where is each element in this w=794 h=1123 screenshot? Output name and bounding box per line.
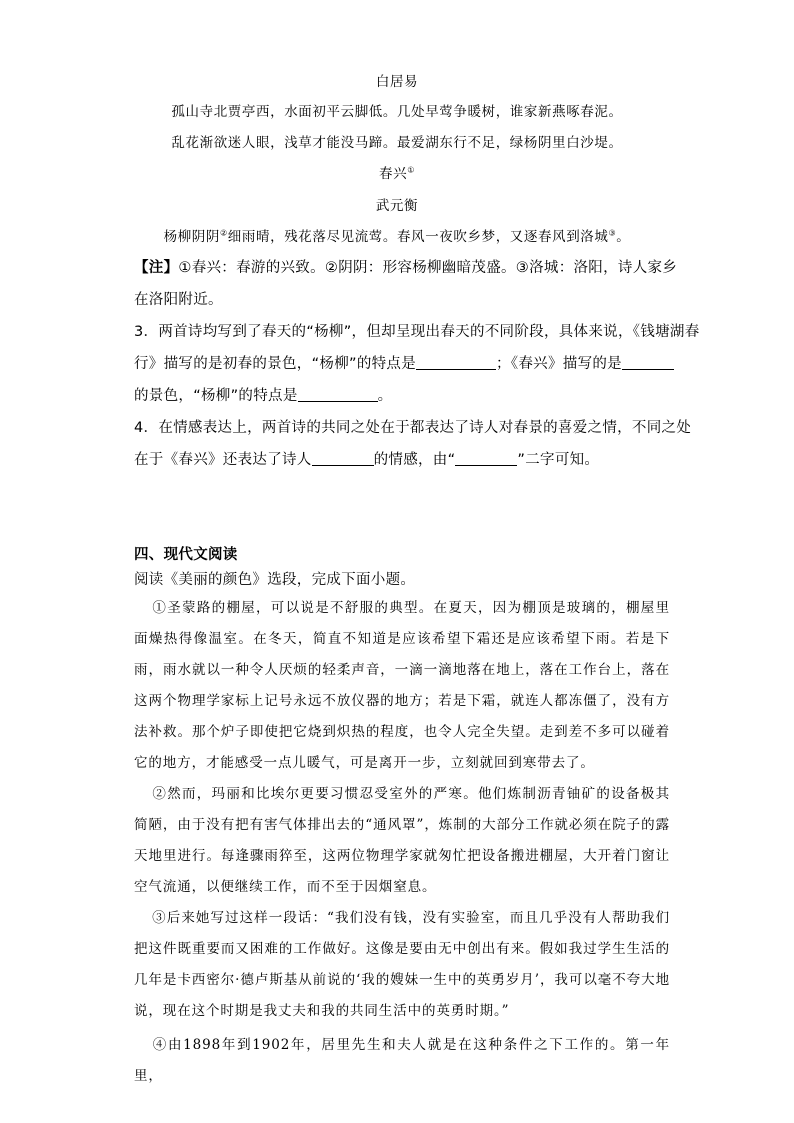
- section4-heading: 四、现代文阅读: [134, 547, 238, 563]
- q3-line3b: 。: [377, 388, 393, 404]
- paragraph-2-text: ②然而，玛丽和比埃尔更要习惯忍受室外的严寒。他们炼制沥青铀矿的设备极其简陋，由于没有把有害气体排出去的“通风罩”，炼制的大部分工作就必须在院子的露天地里进行。每逢骤雨猝至，这两位物理学家就匆忙把设备搬进棚屋，大开着门窗让空气流通，以便继续工作，而不至于因烟窒息。: [134, 786, 670, 895]
- q3-line1: 3．两首诗均写到了春天的“杨柳”，但却呈现出春天的不同阶段，具体来说，《钱塘湖春: [134, 324, 700, 340]
- poem1-line1: 孤山寺北贾亭西，水面初平云脚低。几处早莺争暖树，谁家新燕啄春泥。: [171, 104, 623, 120]
- q3-line3a: 的景色，“杨柳”的特点是: [134, 388, 298, 404]
- q3-line2b: ；《春兴》描写的是: [496, 356, 622, 372]
- paragraph-4: [134, 1030, 670, 1092]
- poem2-note-b: ③: [608, 228, 617, 238]
- q3-blank-1[interactable]: [416, 355, 496, 370]
- q4-line2: [134, 448, 599, 469]
- paragraph-1-text: ①圣蒙路的棚屋，可以说是不舒服的典型。在夏天，因为棚顶是玻璃的，棚屋里面燥热得像温室。在冬天，简直不知道是应该希望下霜还是应该希望下雨。若是下雨，雨水就以一种令人厌烦的轻柔声音，一滴一滴地落在地上，落在工作台上，落在这两个物理学家标上记号永远不放仪器的地方；若是下霜，就连人都冻僵了，没有方法补救。那个炉子即使把它烧到炽热的程度，也令人完全失望。走到差不多可以碰着它的地方，才能感受一点儿暖气，可是离开一步，立刻就回到寒带去了。: [134, 600, 670, 771]
- poem2-title-line: [0, 162, 794, 182]
- q4-line2b: 的情感，由“: [373, 452, 456, 468]
- poem2-line-a: 杨柳阴阴: [163, 229, 221, 245]
- poem1-line2: 乱花渐欲迷人眼，浅草才能没马蹄。最爱湖东行不足，绿杨阴里白沙堤。: [171, 135, 623, 151]
- poem2-line-end: 。: [616, 229, 631, 245]
- paragraph-2: [134, 779, 670, 903]
- poem2-title: 春兴: [379, 166, 408, 182]
- paragraph-3: [134, 903, 670, 1027]
- q3-blank-3[interactable]: [298, 387, 378, 402]
- poem2-line-b: 细雨晴，残花落尽见流莺。春风一夜吹乡梦，又逐春风到洛城: [227, 229, 609, 245]
- q3-line3: [134, 384, 392, 405]
- q4-blank-1[interactable]: [312, 451, 374, 466]
- poem1-author: 白居易: [375, 74, 419, 90]
- poem2-title-note: ①: [407, 165, 415, 175]
- q3-line2: [134, 352, 674, 373]
- notes-line1: [134, 256, 677, 277]
- poem2-note-a: ②: [220, 228, 228, 238]
- notes-tag: 【注】: [134, 260, 179, 276]
- q3-line2a: 行》描写的是初春的景色，“杨柳”的特点是: [134, 356, 417, 372]
- paragraph-1: [134, 593, 670, 779]
- poem2-author: 武元衡: [375, 198, 419, 214]
- section4-instruction: 阅读《美丽的颜色》选段，完成下面小题。: [134, 572, 416, 588]
- notes-line2: 在洛阳附近。: [134, 292, 223, 308]
- paragraph-4-text: ④由1898年到1902年，居里先生和夫人就是在这种条件之下工作的。第一年里，: [134, 1037, 670, 1084]
- q3-blank-2[interactable]: [622, 355, 674, 370]
- paragraph-3-text: ③后来她写过这样一段话：“我们没有钱，没有实验室，而且几乎没有人帮助我们把这件既重要而又困难的工作做好。这像是要由无中创出有来。假如我过学生生活的几年是卡西密尔·德卢斯基从前说的‘我的嫂妹一生中的英勇岁月’，我可以毫不夸大地说，现在这个时期是我丈夫和我的共同生活中的英勇时期。”: [134, 910, 670, 1019]
- q4-line1: 4．在情感表达上，两首诗的共同之处在于都表达了诗人对春景的喜爱之情，不同之处: [134, 420, 692, 436]
- q4-blank-2[interactable]: [455, 451, 517, 466]
- poem2-line: [0, 225, 794, 245]
- notes-text1: ①春兴：春游的兴致。②阴阴：形容杨柳幽暗茂盛。③洛城：洛阳，诗人家乡: [178, 260, 678, 276]
- q4-line2c: ”二字可知。: [517, 452, 600, 468]
- q4-line2a: 在于《春兴》还表达了诗人: [134, 452, 312, 468]
